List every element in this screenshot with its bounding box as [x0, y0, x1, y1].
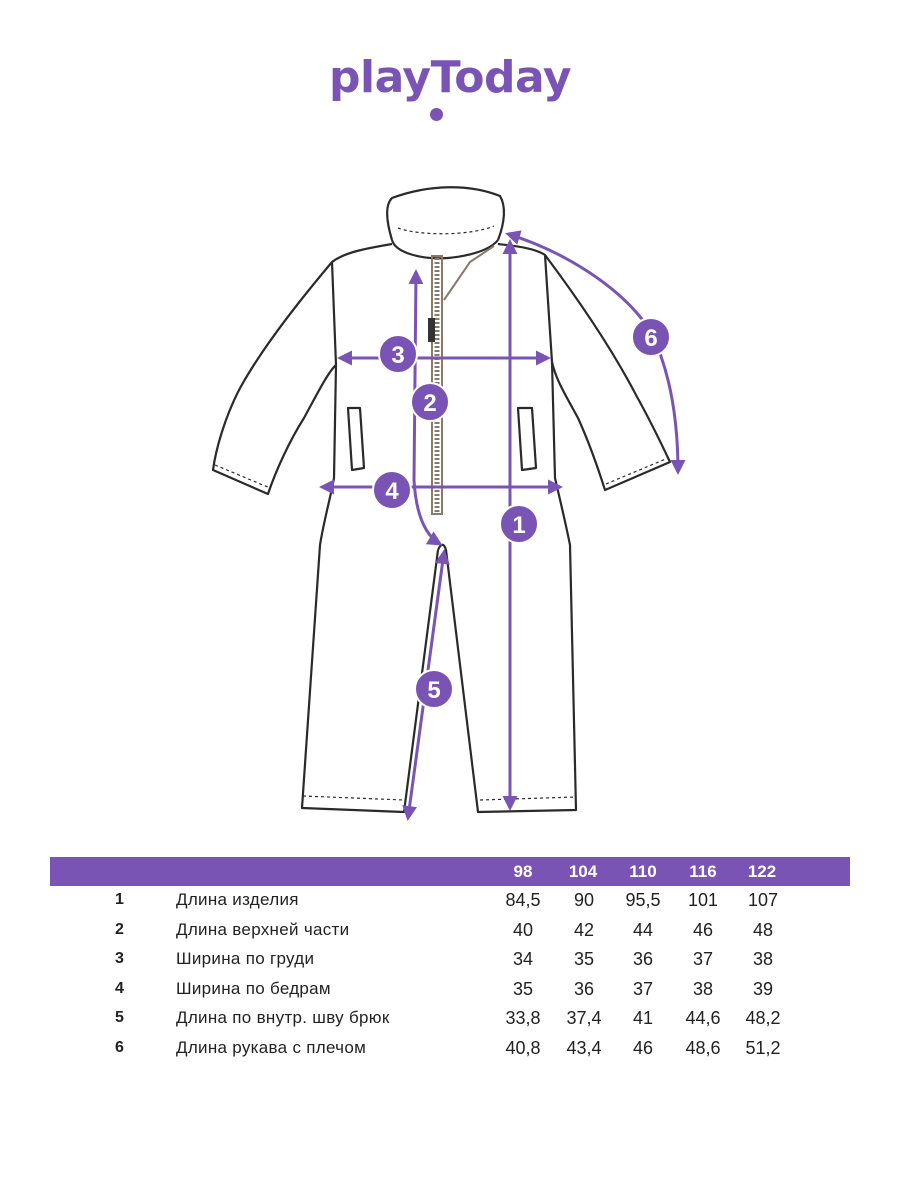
row-value-size-122: 51,2 [745, 1038, 781, 1058]
row-value-size-116: 37 [692, 949, 714, 970]
brand-logo-text: playToday [328, 52, 571, 103]
row-value-size-110: 46 [632, 1038, 654, 1058]
row-value-size-104: 42 [573, 919, 595, 940]
left-pocket [348, 408, 364, 470]
row-value-size-116: 48,6 [685, 1038, 721, 1058]
row-measurement-name: Длина рукава с плечом [176, 1038, 367, 1057]
row-value-size-122: 48 [752, 919, 774, 940]
row-value-size-122: 38 [752, 949, 774, 970]
row-value-size-110: 95,5 [625, 890, 661, 910]
measure-badge-5 [415, 670, 453, 708]
row-value-size-110: 37 [632, 978, 654, 999]
row-number: 6 [115, 1039, 124, 1056]
row-value-size-122: 39 [752, 978, 774, 999]
row-value-size-122: 48,2 [745, 1008, 781, 1029]
row-measurement-name: Ширина по бедрам [176, 978, 331, 998]
measure-badge-4 [373, 471, 411, 509]
row-value-size-122: 107 [747, 890, 779, 910]
row-measurement-name: Ширина по груди [176, 949, 315, 969]
size-header-110: 110 [629, 862, 657, 881]
measure-badge-3 [379, 335, 417, 373]
table-row [0, 885, 900, 915]
row-value-size-98: 35 [512, 978, 534, 999]
table-row [0, 944, 900, 974]
row-value-size-116: 46 [692, 919, 714, 940]
row-value-size-104: 35 [573, 949, 595, 970]
right-pocket [518, 408, 536, 470]
row-number: 3 [115, 950, 124, 968]
table-row [0, 974, 900, 1004]
measure-badge-6 [632, 318, 670, 356]
measure-badge-5-label: 5 [427, 677, 441, 704]
measure-badge-2-label: 2 [423, 390, 437, 417]
measure-badge-2 [411, 383, 449, 421]
row-measurement-name: Длина по внутр. шву брюк [176, 1008, 390, 1028]
measure-badge-4-label: 4 [385, 478, 399, 505]
row-value-size-116: 38 [692, 978, 714, 999]
row-number: 4 [115, 979, 124, 997]
collar [387, 187, 504, 240]
row-measurement-name: Длина изделия [176, 890, 299, 909]
row-value-size-110: 41 [632, 1008, 654, 1029]
row-value-size-98: 40,8 [505, 1038, 541, 1058]
row-measurement-name: Длина верхней части [176, 919, 350, 939]
table-row [0, 1003, 900, 1033]
row-value-size-98: 84,5 [505, 890, 541, 910]
left-side [302, 244, 441, 812]
left-sleeve [213, 262, 336, 494]
row-value-size-104: 37,4 [566, 1008, 602, 1029]
size-header-104: 104 [568, 862, 598, 881]
row-value-size-116: 44,6 [685, 1008, 721, 1029]
size-header-116: 116 [689, 862, 717, 881]
measure-badge-1-label: 1 [512, 512, 526, 539]
row-number: 5 [115, 1009, 124, 1027]
size-header-122: 122 [747, 862, 777, 881]
row-value-size-104: 36 [573, 978, 595, 999]
size-header-98: 98 [513, 862, 533, 881]
measure-badge-1 [500, 505, 538, 543]
table-row [0, 1033, 900, 1063]
row-value-size-98: 40 [512, 919, 534, 940]
row-value-size-98: 33,8 [505, 1008, 541, 1029]
row-number: 2 [115, 920, 124, 938]
row-value-size-98: 34 [512, 949, 534, 970]
row-value-size-110: 44 [632, 919, 654, 940]
zipper [428, 246, 494, 514]
row-number: 1 [115, 891, 124, 908]
row-value-size-110: 36 [632, 949, 654, 970]
measure-badge-6-label: 6 [644, 325, 658, 352]
row-value-size-116: 101 [687, 890, 719, 910]
table-row [0, 915, 900, 945]
measure-badge-3-label: 3 [391, 342, 405, 369]
row-value-size-104: 43,4 [566, 1038, 602, 1058]
right-sleeve [545, 255, 670, 490]
row-value-size-104: 90 [573, 890, 595, 910]
